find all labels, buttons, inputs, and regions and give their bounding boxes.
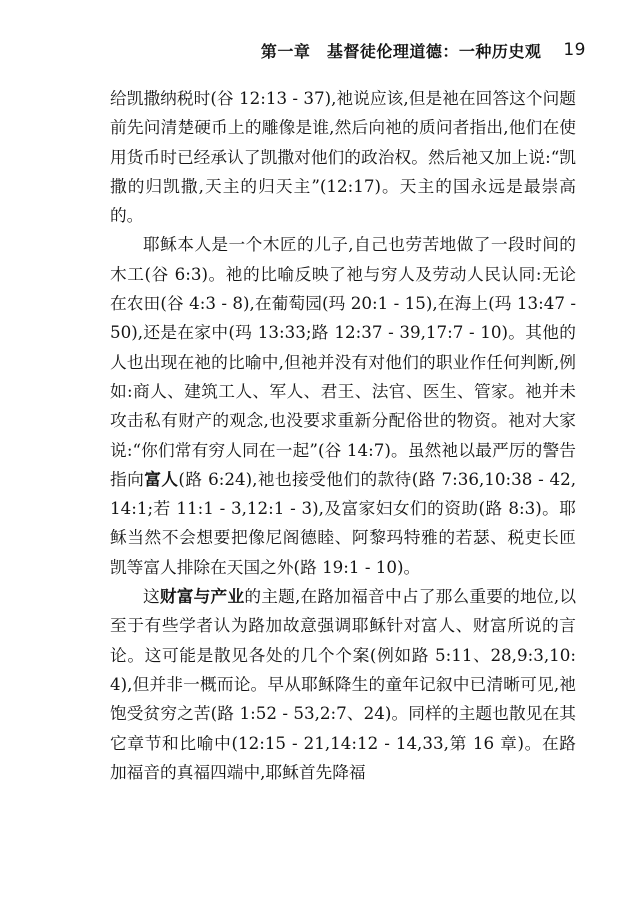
paragraph-3-text-b: 的主题,在路加福音中占了那么重要的地位,以至于有些学者认为路加故意强调耶稣针对富人、财富所说的言论。这可能是散见各处的几个个案(例如路 5:11、28,9:3,10:4),但并非一概而论。早从耶稣降生的童年记叙中已清晰可见,祂饱受贫穷之苦(路 1:52 - 53,2:7、24)。同样的主题也散见在其它章节和比喻中(12:15 - 21,14:12 - 14,33,第 16 章)。在路加福音的真福四端中,耶稣首先降福 — [110, 586, 577, 782]
paragraph-3 — [110, 582, 576, 787]
paragraph-1-text: 给凯撒纳税时(谷 12:13 - 37),祂说应该,但是祂在回答这个问题前先问清楚硬币上的雕像是谁,然后向祂的质问者指出,他们在使用货币时已经承认了凯撒对他们的政治权。然后祂又加上说:“凯撒的归凯撒,天主的归天主”(12:17)。天主的国永远是最崇高的。 — [110, 88, 576, 226]
page-number: 19 — [563, 40, 586, 60]
running-head — [236, 36, 586, 64]
paragraph-2-text-a: 耶稣本人是一个木匠的儿子,自己也劳苦地做了一段时间的木工(谷 6:3)。祂的比喻反映了祂与穷人及劳动人民认同:无论在农田(谷 4:3 - 8),在葡萄园(玛 20:1 - 15),在海上(玛 13:47 - 50),还是在家中(玛 13:33;路 12:37 - 39,17:7 - 10)。其他的人也出现在祂的比喻中,但祂并没有对他们的职业作任何判断,例如:商人、建筑工人、军人、君王、法官、医生、管家。祂并未攻击私有财产的观念,也没要求重新分配俗世的物资。祂对大家说:“你们常有穷人同在一起”(谷 14:7)。虽然祂以最严厉的警告指向 — [110, 234, 576, 489]
paragraph-2-text-b: (路 6:24),祂也接受他们的款待(路 7:36,10:38 - 42,14:1;若 11:1 - 3,12:1 - 3),及富家妇女们的资助(路 8:3)。耶稣当然不会想要把像尼阁德睦、阿黎玛特雅的若瑟、税吏长匝凯等富人排除在天国之外(路 19:1 - 10)。 — [110, 468, 576, 577]
chapter-title: 第一章 基督徒伦理道德：一种历史观 — [260, 41, 542, 61]
paragraph-1 — [110, 84, 576, 230]
paragraph-2 — [110, 230, 576, 582]
paragraph-3-text-a: 这 — [143, 586, 160, 607]
emphasis-wealth-property: 财富与产业 — [159, 586, 245, 607]
emphasis-rich-people: 富人 — [144, 468, 179, 489]
body-text — [110, 84, 576, 787]
